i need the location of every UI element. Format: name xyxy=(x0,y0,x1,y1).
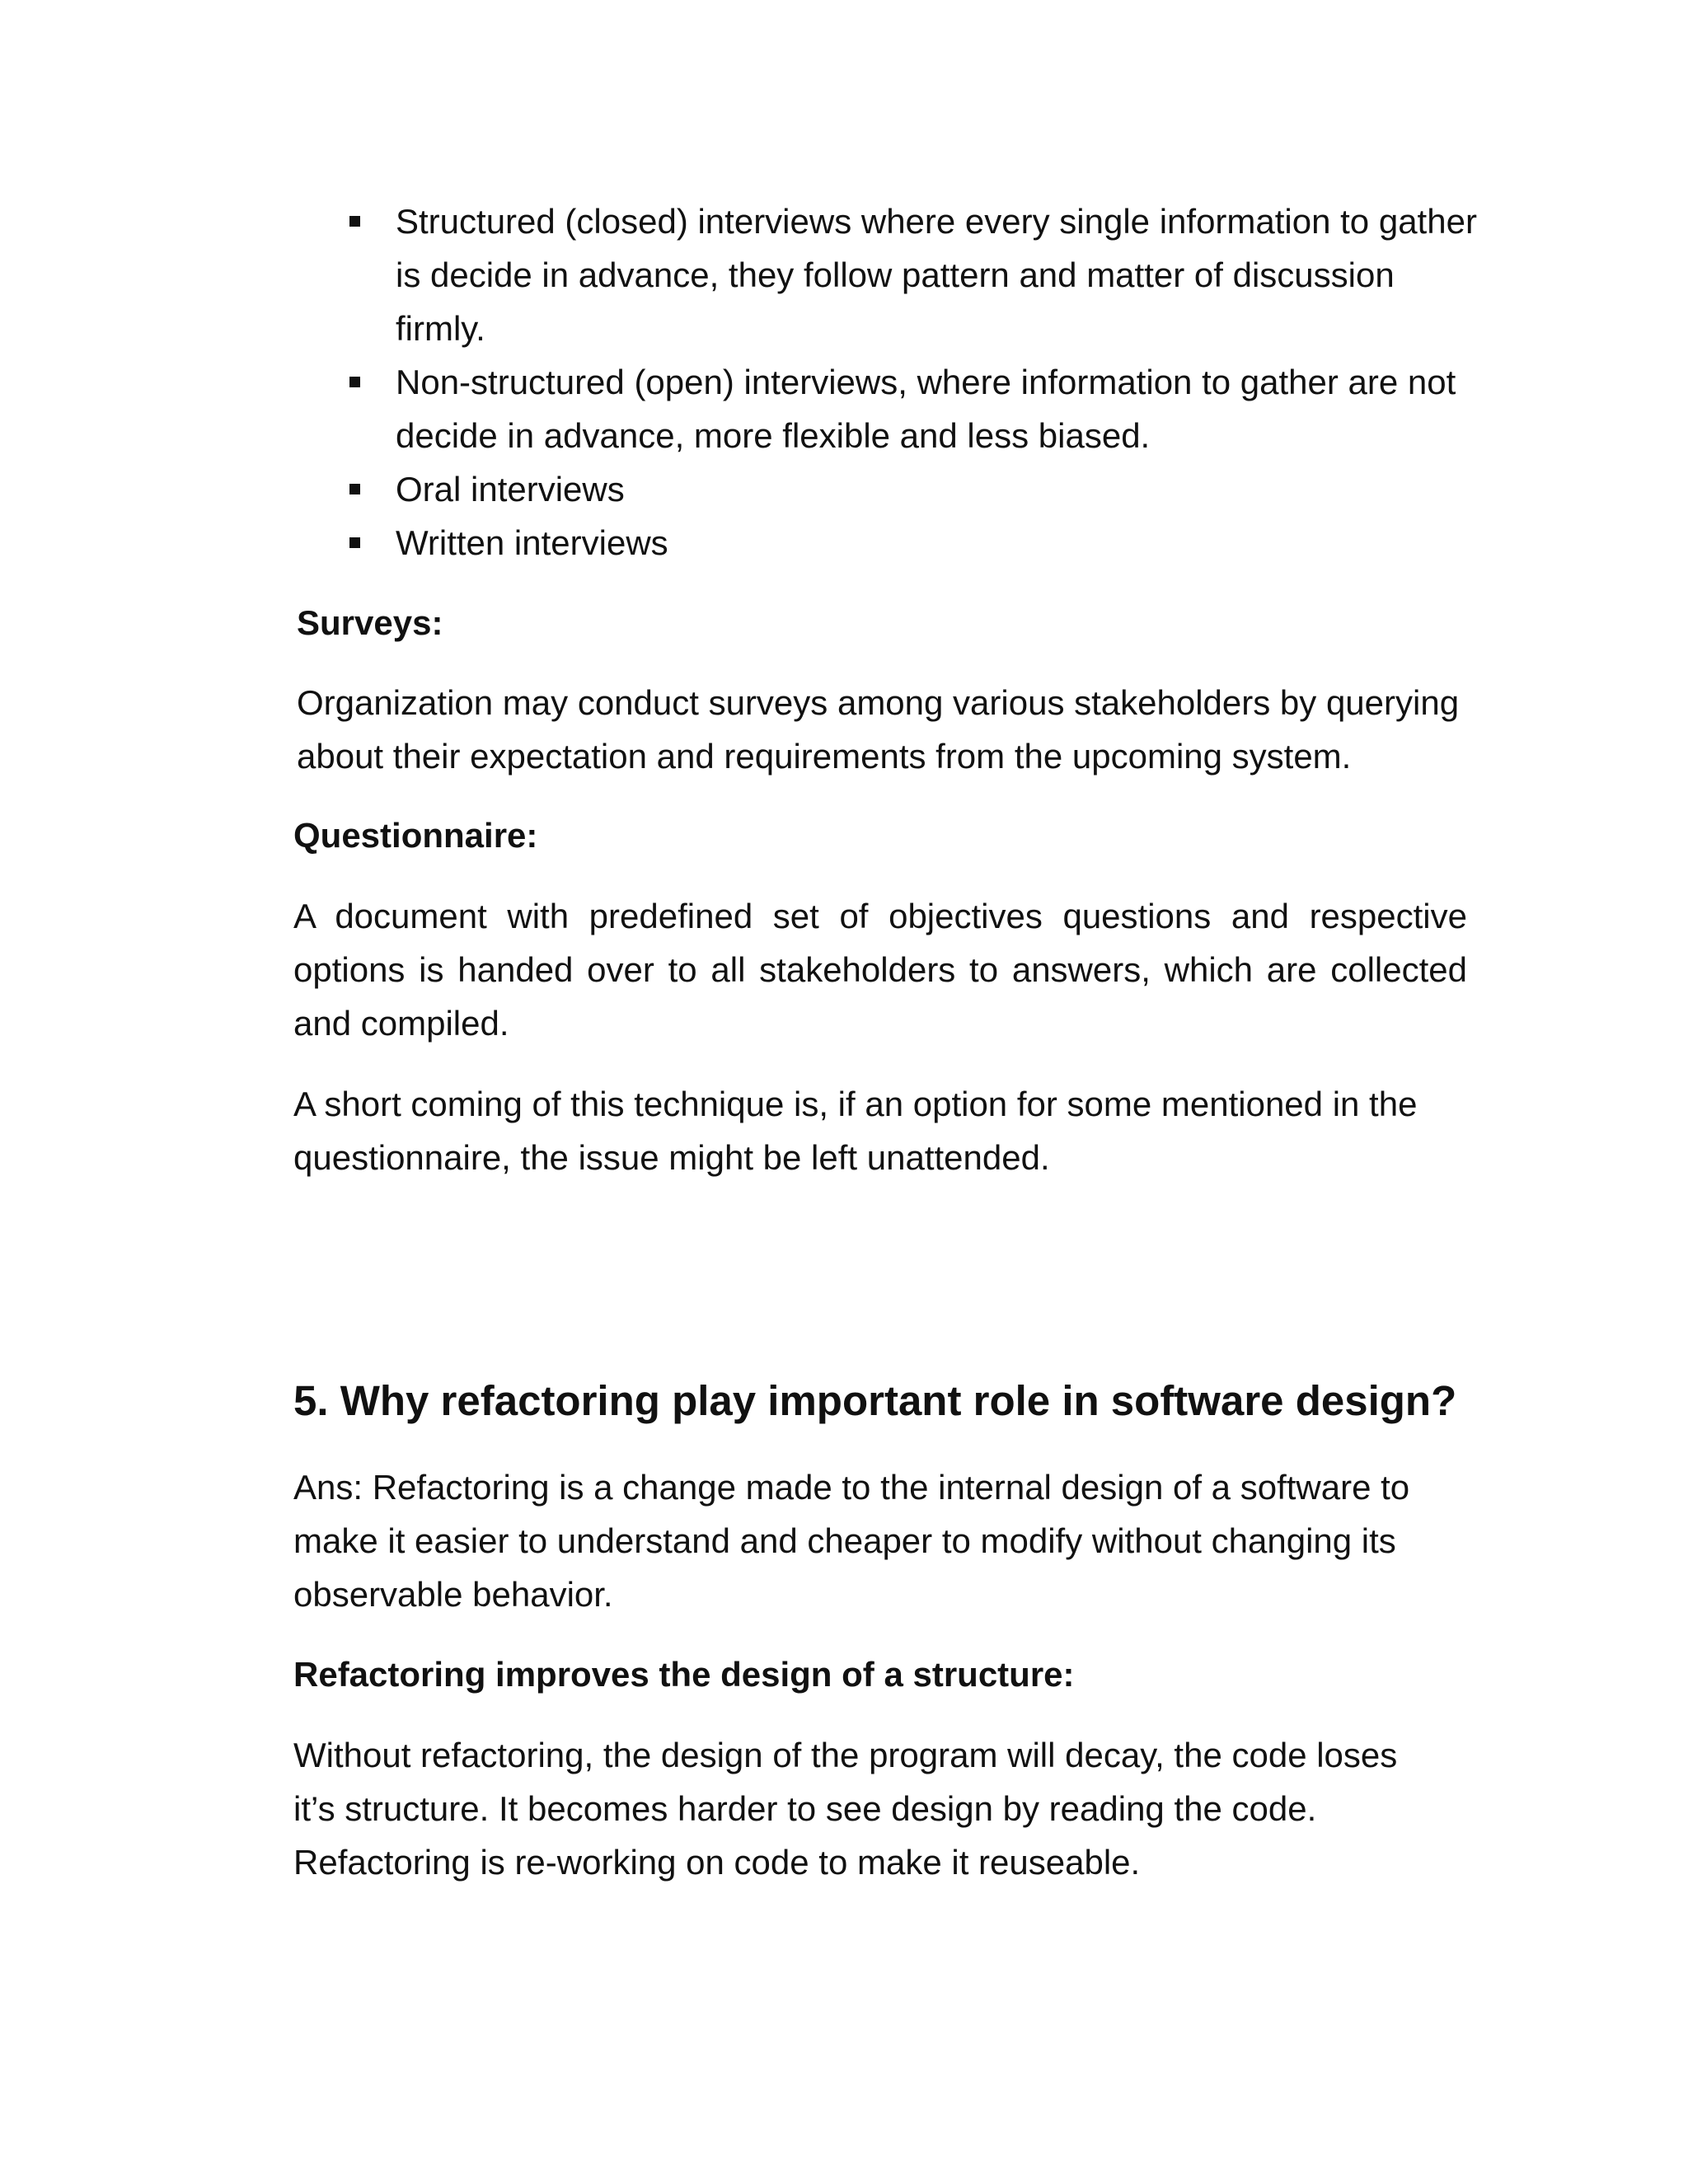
surveys-heading: Surveys: xyxy=(297,603,443,642)
list-item-text: Oral interviews xyxy=(396,470,625,509)
square-bullet-icon xyxy=(349,537,360,548)
square-bullet-icon xyxy=(349,484,360,494)
square-bullet-icon xyxy=(349,216,360,227)
square-bullet-icon xyxy=(349,377,360,387)
list-item xyxy=(349,355,1487,462)
refactoring-paragraph xyxy=(293,1728,1530,1889)
questionnaire-paragraph-2: A short coming of this technique is, if an option for some mentioned in the questionnaire, the issue might be left unattended. xyxy=(293,1085,1418,1177)
list-item xyxy=(349,516,1487,569)
interview-types-list xyxy=(349,194,1487,569)
list-item-text: Written interviews xyxy=(396,523,668,562)
questionnaire-paragraph-1: A document with predefined set of objectives questions and respective options is handed over to all stakeholders to answers, which are collected and compiled. xyxy=(293,897,1467,1043)
list-item xyxy=(349,194,1487,355)
surveys-paragraph: Organization may conduct surveys among various stakeholders by querying about their expectation and requirements from the upcoming system. xyxy=(297,683,1460,776)
question-5-answer: Ans: Refactoring is a change made to the internal design of a software to make it easier to understand and cheaper to modify without changing its observable behavior. xyxy=(293,1468,1410,1614)
questionnaire-heading: Questionnaire: xyxy=(293,816,538,855)
refactoring-line-3: Refactoring is re-working on code to make it reuseable. xyxy=(293,1843,1141,1882)
list-item-text: Non-structured (open) interviews, where information to gather are not decide in advance, more flexible and less biased. xyxy=(396,363,1456,455)
question-5-title: 5. Why refactoring play important role in software design? xyxy=(293,1377,1457,1424)
refactoring-line-2: it’s structure. It becomes harder to see design by reading the code. xyxy=(293,1789,1317,1828)
list-item xyxy=(349,462,1487,516)
list-item-text: Structured (closed) interviews where every single information to gather is decide in advance, they follow pattern and matter of discussion firmly. xyxy=(396,202,1477,348)
refactoring-subheading: Refactoring improves the design of a structure: xyxy=(293,1655,1075,1694)
refactoring-line-1: Without refactoring, the design of the program will decay, the code loses xyxy=(293,1736,1398,1774)
